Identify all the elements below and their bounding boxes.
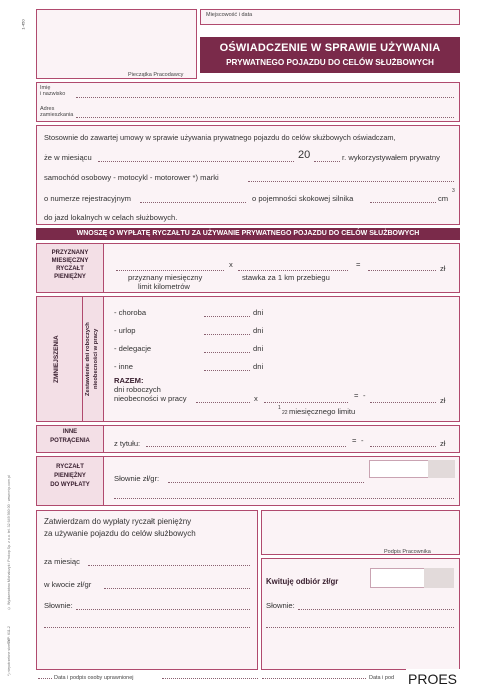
other-deductions-title-1: INNE (62, 429, 78, 435)
allowance-times: x (229, 260, 233, 269)
address-field[interactable] (76, 117, 454, 118)
year-prefix: 20 (298, 149, 311, 161)
request-bar-text: WNOSZĘ O WYPŁATĘ RYCZAŁTU ZA UŻYWANIE PRYWATNEGO POJAZDU DO CELÓW SŁUŻBOWYCH (76, 230, 420, 237)
approval-words-label: Słownie: (44, 601, 73, 610)
reason-other: - inne (114, 362, 133, 371)
other-days-field[interactable] (204, 370, 250, 371)
reduction-zl: zł (440, 396, 446, 405)
receipt-amount-cents-cell[interactable] (424, 568, 454, 588)
approval-words-field-2[interactable] (44, 627, 250, 628)
other-deductions-reason-label: z tytułu: (114, 439, 141, 448)
payout-title-2: PIENIĘŻNY (54, 473, 86, 479)
stamp-label: Pieczątka Pracodawcy (128, 72, 184, 78)
other-deductions-reason-field[interactable] (146, 446, 346, 447)
capacity-label: o pojemności skokowej silnika (252, 194, 354, 203)
note-side-text: *) niepotrzebne skreślić (7, 638, 11, 676)
allowance-title-1: PRZYZNANY (51, 250, 89, 256)
receipt-sign-line (262, 678, 366, 679)
reason-leave: - urlop (114, 326, 136, 335)
leave-days-field[interactable] (204, 334, 250, 335)
name-address-box (36, 82, 460, 122)
allowance-amount-field[interactable] (368, 270, 436, 271)
other-deductions-minus: - (361, 436, 364, 445)
registration-prefix: o numerze rejestracyjnym (44, 194, 131, 203)
approval-sign-line-right (162, 678, 258, 679)
allowance-equals: = (356, 260, 361, 269)
receipt-words-field-2[interactable] (266, 627, 454, 628)
km-limit-caption-1: przyznany miesięczny (128, 273, 203, 282)
payout-words-field-1[interactable] (168, 482, 364, 483)
receipt-words-label: Słownie: (266, 601, 295, 610)
address-label-2: zamieszkania (40, 112, 74, 118)
receipt-label: Kwituję odbiór zł/gr (266, 577, 339, 586)
sick-days-unit: dni (253, 308, 264, 317)
title-line-2: PRYWATNEGO POJAZDU DO CELÓW SŁUŻBOWYCH (226, 58, 434, 67)
name-label-1: Imię (40, 85, 51, 91)
payout-words-label: Słownie zł/gr: (114, 474, 160, 483)
reductions-sub-2: nieobecności w pracy (93, 328, 99, 390)
other-deductions-amount-field[interactable] (370, 446, 436, 447)
local-trips: do jazd lokalnych w celach służbowych. (44, 213, 178, 222)
form-type-side-text: TYP: 611-2 (7, 626, 11, 644)
other-deductions-equals: = (352, 436, 357, 445)
capacity-unit-sup: 3 (452, 188, 455, 194)
registration-field[interactable] (140, 202, 246, 203)
reductions-sub-1: Zestawienie dni roboczych (85, 322, 91, 396)
approval-sign-line-left (38, 678, 52, 679)
month-suffix: r. wykorzystywałem prywatny (342, 153, 440, 162)
delegation-days-unit: dni (253, 344, 264, 353)
rate-field[interactable] (238, 270, 348, 271)
total-label: RAZEM: (114, 376, 144, 385)
capacity-field[interactable] (370, 202, 436, 203)
total-times: x (254, 394, 258, 403)
approval-sign-label: Data i podpis osoby uprawnionej (54, 675, 134, 681)
allowance-zl: zł (440, 264, 446, 273)
other-days-unit: dni (253, 362, 264, 371)
allowance-title-2: MIESIĘCZNY (51, 258, 89, 264)
allowance-title-3: RYCZAŁT (56, 266, 84, 272)
approval-amount-field[interactable] (104, 588, 250, 589)
form-code: 1-450 (20, 19, 26, 30)
employee-sign-label: Podpis Pracownika (384, 549, 431, 555)
statement-line-1: Stosownie do zawartej umowy w sprawie używania prywatnego pojazdu do celów służbowych oświadczam, (44, 133, 396, 142)
proes-watermark: PROES (406, 669, 480, 691)
allowance-title-4: PIENIĘŻNY (54, 274, 86, 280)
payout-title-1: RYCZAŁT (56, 464, 84, 470)
reason-delegation: - delegacje (114, 344, 152, 353)
approval-text-2: za używanie pojazdu do celów służbowych (44, 529, 196, 538)
reductions-divider (82, 296, 83, 422)
name-label-2: i nazwisko (40, 91, 66, 97)
approval-month-label: za miesiąc (44, 557, 80, 566)
publisher-side-text: © Wydawnictwo Michalczyk i Prokop Sp. z o.o. tel. 32 649 560 00 · www.mip.com.pl (7, 475, 11, 610)
km-limit-caption-2: limit kilometrów (138, 282, 190, 291)
month-prefix: że w miesiącu (44, 153, 92, 162)
sick-days-field[interactable] (204, 316, 250, 317)
approval-text-1: Zatwierdzam do wypłaty ryczałt pieniężny (44, 517, 192, 526)
reductions-title: ZMNIEJSZENIA (53, 335, 60, 383)
reduction-amount-field[interactable] (370, 402, 436, 403)
capacity-unit: cm (438, 194, 449, 203)
daily-limit-field[interactable] (264, 402, 348, 403)
approval-amount-label: w kwocie zł/gr (44, 580, 92, 589)
receipt-words-field-1[interactable] (298, 609, 454, 610)
other-deductions-title-2: POTRĄCENIA (50, 438, 90, 444)
fraction-numerator: 1 (278, 405, 281, 411)
payout-words-field-2[interactable] (114, 498, 454, 499)
fraction-denominator: 22 (282, 410, 288, 416)
brand-field[interactable] (248, 181, 454, 182)
stamp-area (36, 9, 197, 79)
receipt-sign-label: Data i pod (369, 675, 395, 681)
total-caption-2: nieobecności w pracy (114, 394, 187, 403)
leave-days-unit: dni (253, 326, 264, 335)
other-deductions-zl: zł (440, 439, 446, 448)
total-days-field[interactable] (196, 402, 250, 403)
delegation-days-field[interactable] (204, 352, 250, 353)
total-equals: = (354, 391, 359, 400)
vehicle-type: samochód osobowy - motocykl - motorower *) marki (44, 173, 219, 182)
rate-caption: stawka za 1 km przebiegu (242, 273, 330, 282)
payout-title-3: DO WYPŁATY (50, 482, 90, 488)
total-minus: - (363, 391, 366, 400)
name-field[interactable] (76, 97, 454, 98)
approval-words-field-1[interactable] (76, 609, 250, 610)
total-caption-1: dni roboczych (114, 385, 161, 394)
title-line-1: OŚWIADCZENIE W SPRAWIE UŻYWANIA (219, 42, 441, 54)
year-field[interactable] (314, 161, 340, 162)
km-limit-field[interactable] (116, 270, 224, 271)
payout-amount-cents-cell[interactable] (428, 460, 455, 478)
address-label-1: Adres (40, 106, 55, 112)
monthly-limit-caption: miesięcznego limitu (289, 407, 356, 416)
approval-month-field[interactable] (88, 565, 250, 566)
reason-sick: - choroba (114, 308, 147, 317)
place-date-label: Miejscowość i data (206, 12, 253, 18)
month-field[interactable] (98, 161, 294, 162)
